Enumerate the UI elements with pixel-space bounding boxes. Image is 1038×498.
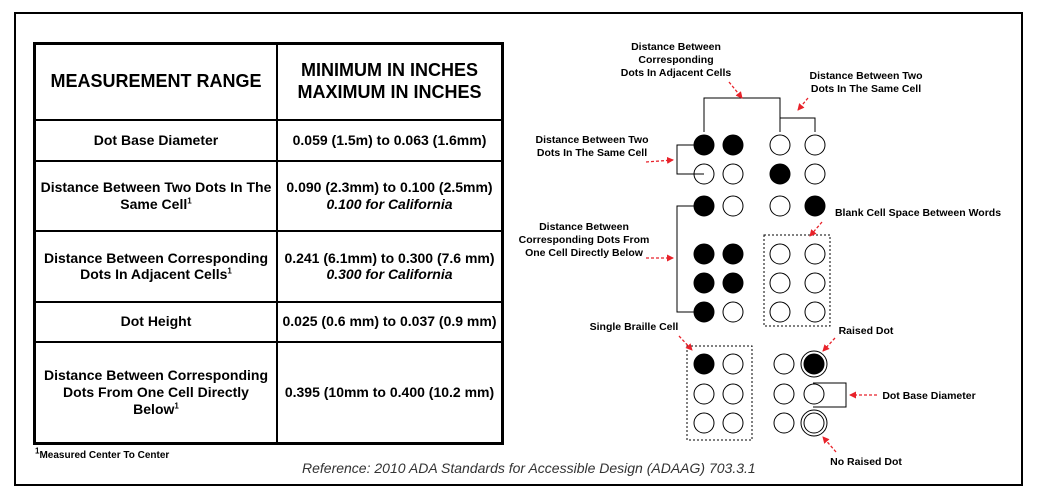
label-text: Dots In The Same Cell — [810, 83, 922, 95]
label-text: Corresponding — [638, 54, 714, 66]
empty-braille-dot — [694, 384, 714, 404]
empty-braille-dot — [805, 302, 825, 322]
empty-braille-dot — [770, 196, 790, 216]
label-dot-base-diameter: Dot Base Diameter — [882, 390, 976, 402]
empty-braille-dot — [723, 413, 743, 433]
header-measurement-range: MEASUREMENT RANGE — [35, 44, 278, 121]
arrow-same-cell-left — [646, 160, 673, 162]
california-note: 0.100 for California — [326, 195, 453, 212]
label-text: Dots In The Same Cell — [536, 147, 648, 159]
label-single-cell: Single Braille Cell — [589, 321, 679, 333]
row-label-text: Distance Between Two Dots In The Same Cell — [40, 179, 272, 212]
row-value-text: 0.090 (2.3mm) to 0.100 (2.5mm) — [286, 179, 493, 196]
arrow-adjacent — [729, 82, 742, 98]
footnote-marker: 1 — [227, 266, 232, 276]
empty-braille-dot — [723, 354, 743, 374]
raised-braille-dot — [723, 135, 743, 155]
label-text: One Cell Directly Below — [525, 247, 643, 259]
arrow-same-cell-top — [798, 98, 808, 110]
empty-braille-dot — [770, 244, 790, 264]
label-blank-cell: Blank Cell Space Between Words — [834, 207, 1002, 219]
raised-braille-dot — [694, 273, 714, 293]
footnote-marker: 1 — [174, 401, 179, 411]
row-label-text: Dot Height — [120, 313, 192, 330]
row-value-text: 0.241 (6.1mm) to 0.300 (7.6 mm) — [284, 249, 495, 266]
raised-braille-dot — [805, 196, 825, 216]
row-label-text: Distance Between Corresponding Dots From One Cell Directly Below — [43, 367, 269, 417]
row-label-text: Dot Base Diameter — [93, 131, 219, 148]
reference-caption: Reference: 2010 ADA Standards for Accessible Design (ADAAG) 703.3.1 — [302, 460, 756, 476]
label-same-cell-right — [810, 70, 923, 95]
row-value-text: 0.395 (10mm to 0.400 (10.2 mm) — [284, 384, 495, 401]
adjacent-cells-bracket — [704, 98, 780, 132]
empty-braille-dot — [770, 302, 790, 322]
arrow-blank-cell — [810, 222, 822, 236]
raised-braille-dot — [804, 354, 824, 374]
row-value-text: 0.025 (0.6 mm) to 0.037 (0.9 mm) — [282, 313, 497, 330]
empty-braille-dot — [694, 413, 714, 433]
label-text: Corresponding Dots From — [518, 234, 650, 246]
label-text: Dots In Adjacent Cells — [620, 67, 732, 79]
empty-braille-dot — [774, 413, 794, 433]
raised-braille-dot — [723, 273, 743, 293]
same-cell-bracket-top — [780, 118, 815, 132]
label-no-raised-dot: No Raised Dot — [830, 456, 902, 468]
empty-braille-dot — [723, 164, 743, 184]
label-raised-dot: Raised Dot — [838, 325, 894, 337]
label-text: Distance Between Two — [809, 70, 923, 82]
empty-braille-dot — [723, 384, 743, 404]
row-label-text: Distance Between Corresponding Dots In Adjacent Cells — [43, 249, 269, 283]
label-same-cell-left — [536, 134, 649, 159]
raised-braille-dot — [770, 164, 790, 184]
empty-braille-dot — [723, 302, 743, 322]
footnote-marker: 1 — [187, 196, 192, 206]
arrow-raised-dot — [823, 338, 835, 351]
label-text: Distance Between — [631, 41, 721, 53]
empty-braille-dot — [774, 384, 794, 404]
empty-braille-dot — [805, 244, 825, 264]
empty-braille-dot — [770, 135, 790, 155]
braille-dots — [694, 135, 827, 436]
row-value-text: 0.059 (1.5m) to 0.063 (1.6mm) — [292, 131, 487, 148]
footnote-sup: 1 — [35, 446, 40, 456]
empty-braille-dot — [805, 273, 825, 293]
arrow-no-raised-dot — [823, 437, 836, 452]
header-min-max-inches: MINIMUM IN INCHES MAXIMUM IN INCHES — [277, 44, 503, 121]
empty-braille-dot — [804, 384, 824, 404]
california-note: 0.300 for California — [326, 266, 453, 283]
empty-braille-dot — [805, 135, 825, 155]
empty-braille-dot — [774, 354, 794, 374]
empty-braille-dot — [804, 413, 824, 433]
empty-braille-dot — [723, 196, 743, 216]
footnote-text: Measured Center To Center — [39, 450, 170, 461]
label-adjacent-cells — [621, 41, 732, 79]
raised-braille-dot — [694, 244, 714, 264]
label-below-cell — [519, 221, 650, 259]
label-text: Distance Between Two — [535, 134, 649, 146]
arrow-single-cell — [679, 336, 692, 350]
label-text: Distance Between — [539, 221, 629, 233]
raised-braille-dot — [694, 354, 714, 374]
empty-braille-dot — [770, 273, 790, 293]
raised-braille-dot — [723, 244, 743, 264]
empty-braille-dot — [805, 164, 825, 184]
